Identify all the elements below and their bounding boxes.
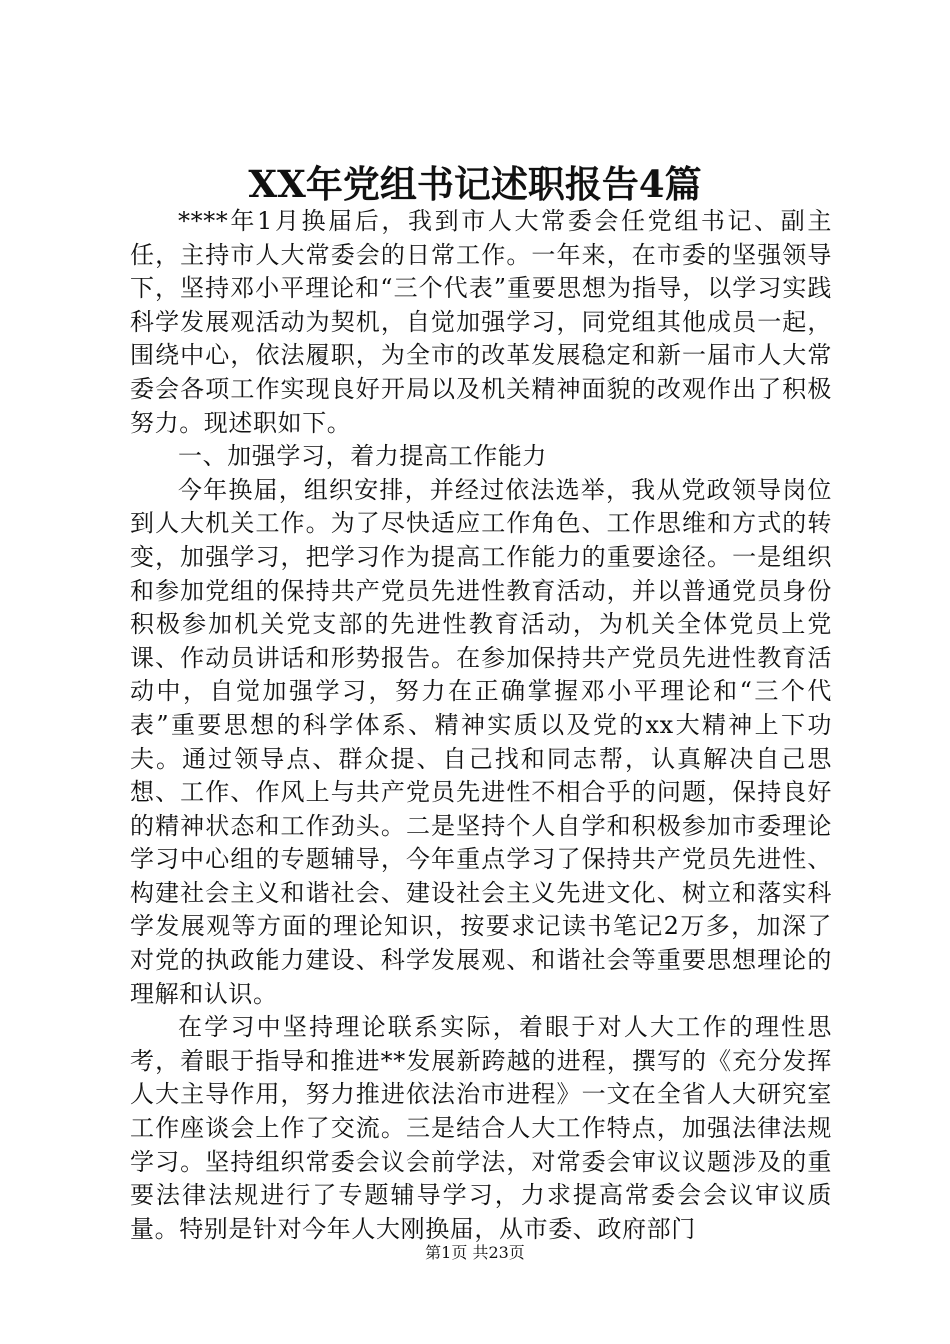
paragraph-section-1-cont: 在学习中坚持理论联系实际，着眼于对人大工作的理性思考，着眼于指导和推进**发展新跨越的进程，撰写的《充分发挥人大主导作用，努力推进依法治市进程》一文在全省人大研究室工作座谈会上作了交流。三是结合人大工作特点，加强法律法规学习。坚持组织常委会议会前学法，对常委会审议议题涉及的重要法律法规进行了专题辅导学习，力求提高常委会会议审议质量。特别是针对今年人大刚换届，从市委、政府部门	[130, 1013, 832, 1243]
section-heading-1: 一、加强学习，着力提高工作能力	[178, 442, 547, 471]
document-body	[130, 205, 832, 1246]
document-title: XX年党组书记述职报告4篇	[248, 162, 702, 206]
paragraph-intro: ****年1月换届后，我到市人大常委会任党组书记、副主任，主持市人大常委会的日常工作。一年来，在市委的坚强领导下，坚持邓小平理论和“三个代表”重要思想为指导，以学习实践科学发展观活动为契机，自觉加强学习，同党组其他成员一起，围绕中心，依法履职，为全市的改革发展稳定和新一届市人大常委会各项工作实现良好开局以及机关精神面貌的改观作出了积极努力。现述职如下。	[130, 207, 832, 437]
page-footer: 第1页 共23页	[425, 1243, 525, 1262]
paragraph-section-1: 今年换届，组织安排，并经过依法选举，我从党政领导岗位到人大机关工作。为了尽快适应工作角色、工作思维和方式的转变，加强学习，把学习作为提高工作能力的重要途径。一是组织和参加党组的保持共产党员先进性教育活动，并以普通党员身份积极参加机关党支部的先进性教育活动，为机关全体党员上党课、作动员讲话和形势报告。在参加保持共产党员先进性教育活动中，自觉加强学习，努力在正确掌握邓小平理论和“三个代表”重要思想的科学体系、精神实质以及党的xx大精神上下功夫。通过领导点、群众提、自己找和同志帮，认真解决自己思想、工作、作风上与共产党员先进性不相合乎的问题，保持良好的精神状态和工作劲头。二是坚持个人自学和积极参加市委理论学习中心组的专题辅导，今年重点学习了保持共产党员先进性、构建社会主义和谐社会、建设社会主义先进文化、树立和落实科学发展观等方面的理论知识，按要求记读书笔记2万多，加深了对党的执政能力建设、科学发展观、和谐社会等重要思想理论的理解和认识。	[130, 475, 832, 1008]
